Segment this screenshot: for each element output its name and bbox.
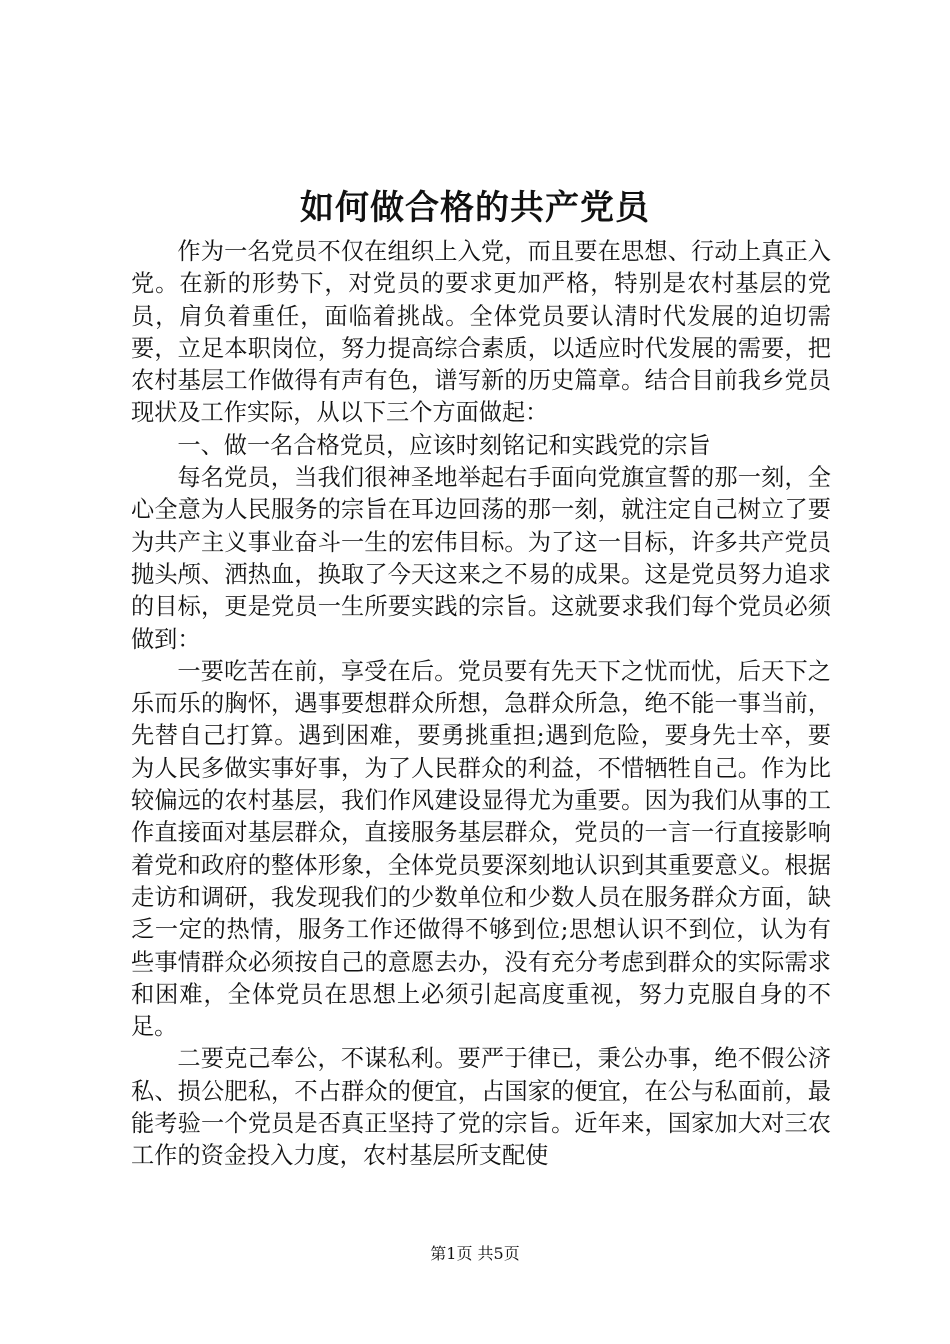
document-body xyxy=(131,236,831,1173)
paragraph-point-1: 一要吃苦在前，享受在后。党员要有先天下之忧而忧，后天下之乐而乐的胸怀，遇事要想群众所想，急群众所急，绝不能一事当前，先替自己打算。遇到困难，要勇挑重担;遇到危险，要身先士卒，要为人民多做实事好事，为了人民群众的利益，不惜牺牲自己。作为比较偏远的农村基层，我们作风建设显得尤为重要。因为我们从事的工作直接面对基层群众，直接服务基层群众，党员的一言一行直接影响着党和政府的整体形象，全体党员要深刻地认识到其重要意义。根据走访和调研，我发现我们的少数单位和少数人员在服务群众方面，缺乏一定的热情，服务工作还做得不够到位;思想认识不到位，认为有些事情群众必须按自己的意愿去办，没有充分考虑到群众的实际需求和困难，全体党员在思想上必须引起高度重视，努力克服自身的不足。 xyxy=(131,657,831,1041)
page-number-footer: 第1页 共5页 xyxy=(430,1244,520,1263)
section-heading-1: 一、做一名合格党员，应该时刻铭记和实践党的宗旨 xyxy=(177,431,711,459)
paragraph-point-2: 二要克己奉公，不谋私利。要严于律已，秉公办事，绝不假公济私、损公肥私，不占群众的便宜，占国家的便宜，在公与私面前，最能考验一个党员是否真正坚持了党的宗旨。近年来，国家加大对三农工作的资金投入力度，农村基层所支配使 xyxy=(131,1045,831,1170)
paragraph-section-1: 每名党员，当我们很神圣地举起右手面向党旗宣誓的那一刻，全心全意为人民服务的宗旨在耳边回荡的那一刻，就注定自己树立了要为共产主义事业奋斗一生的宏伟目标。为了这一目标，许多共产党员抛头颅、洒热血，换取了今天这来之不易的成果。这是党员努力追求的目标，更是党员一生所要实践的宗旨。这就要求我们每个党员必须做到： xyxy=(131,464,831,653)
paragraph-intro: 作为一名党员不仅在组织上入党，而且要在思想、行动上真正入党。在新的形势下，对党员的要求更加严格，特别是农村基层的党员，肩负着重任，面临着挑战。全体党员要认清时代发展的迫切需要，立足本职岗位，努力提高综合素质，以适应时代发展的需要，把农村基层工作做得有声有色，谱写新的历史篇章。结合目前我乡党员现状及工作实际，从以下三个方面做起： xyxy=(131,238,831,427)
document-title: 如何做合格的共产党员 xyxy=(300,188,650,228)
